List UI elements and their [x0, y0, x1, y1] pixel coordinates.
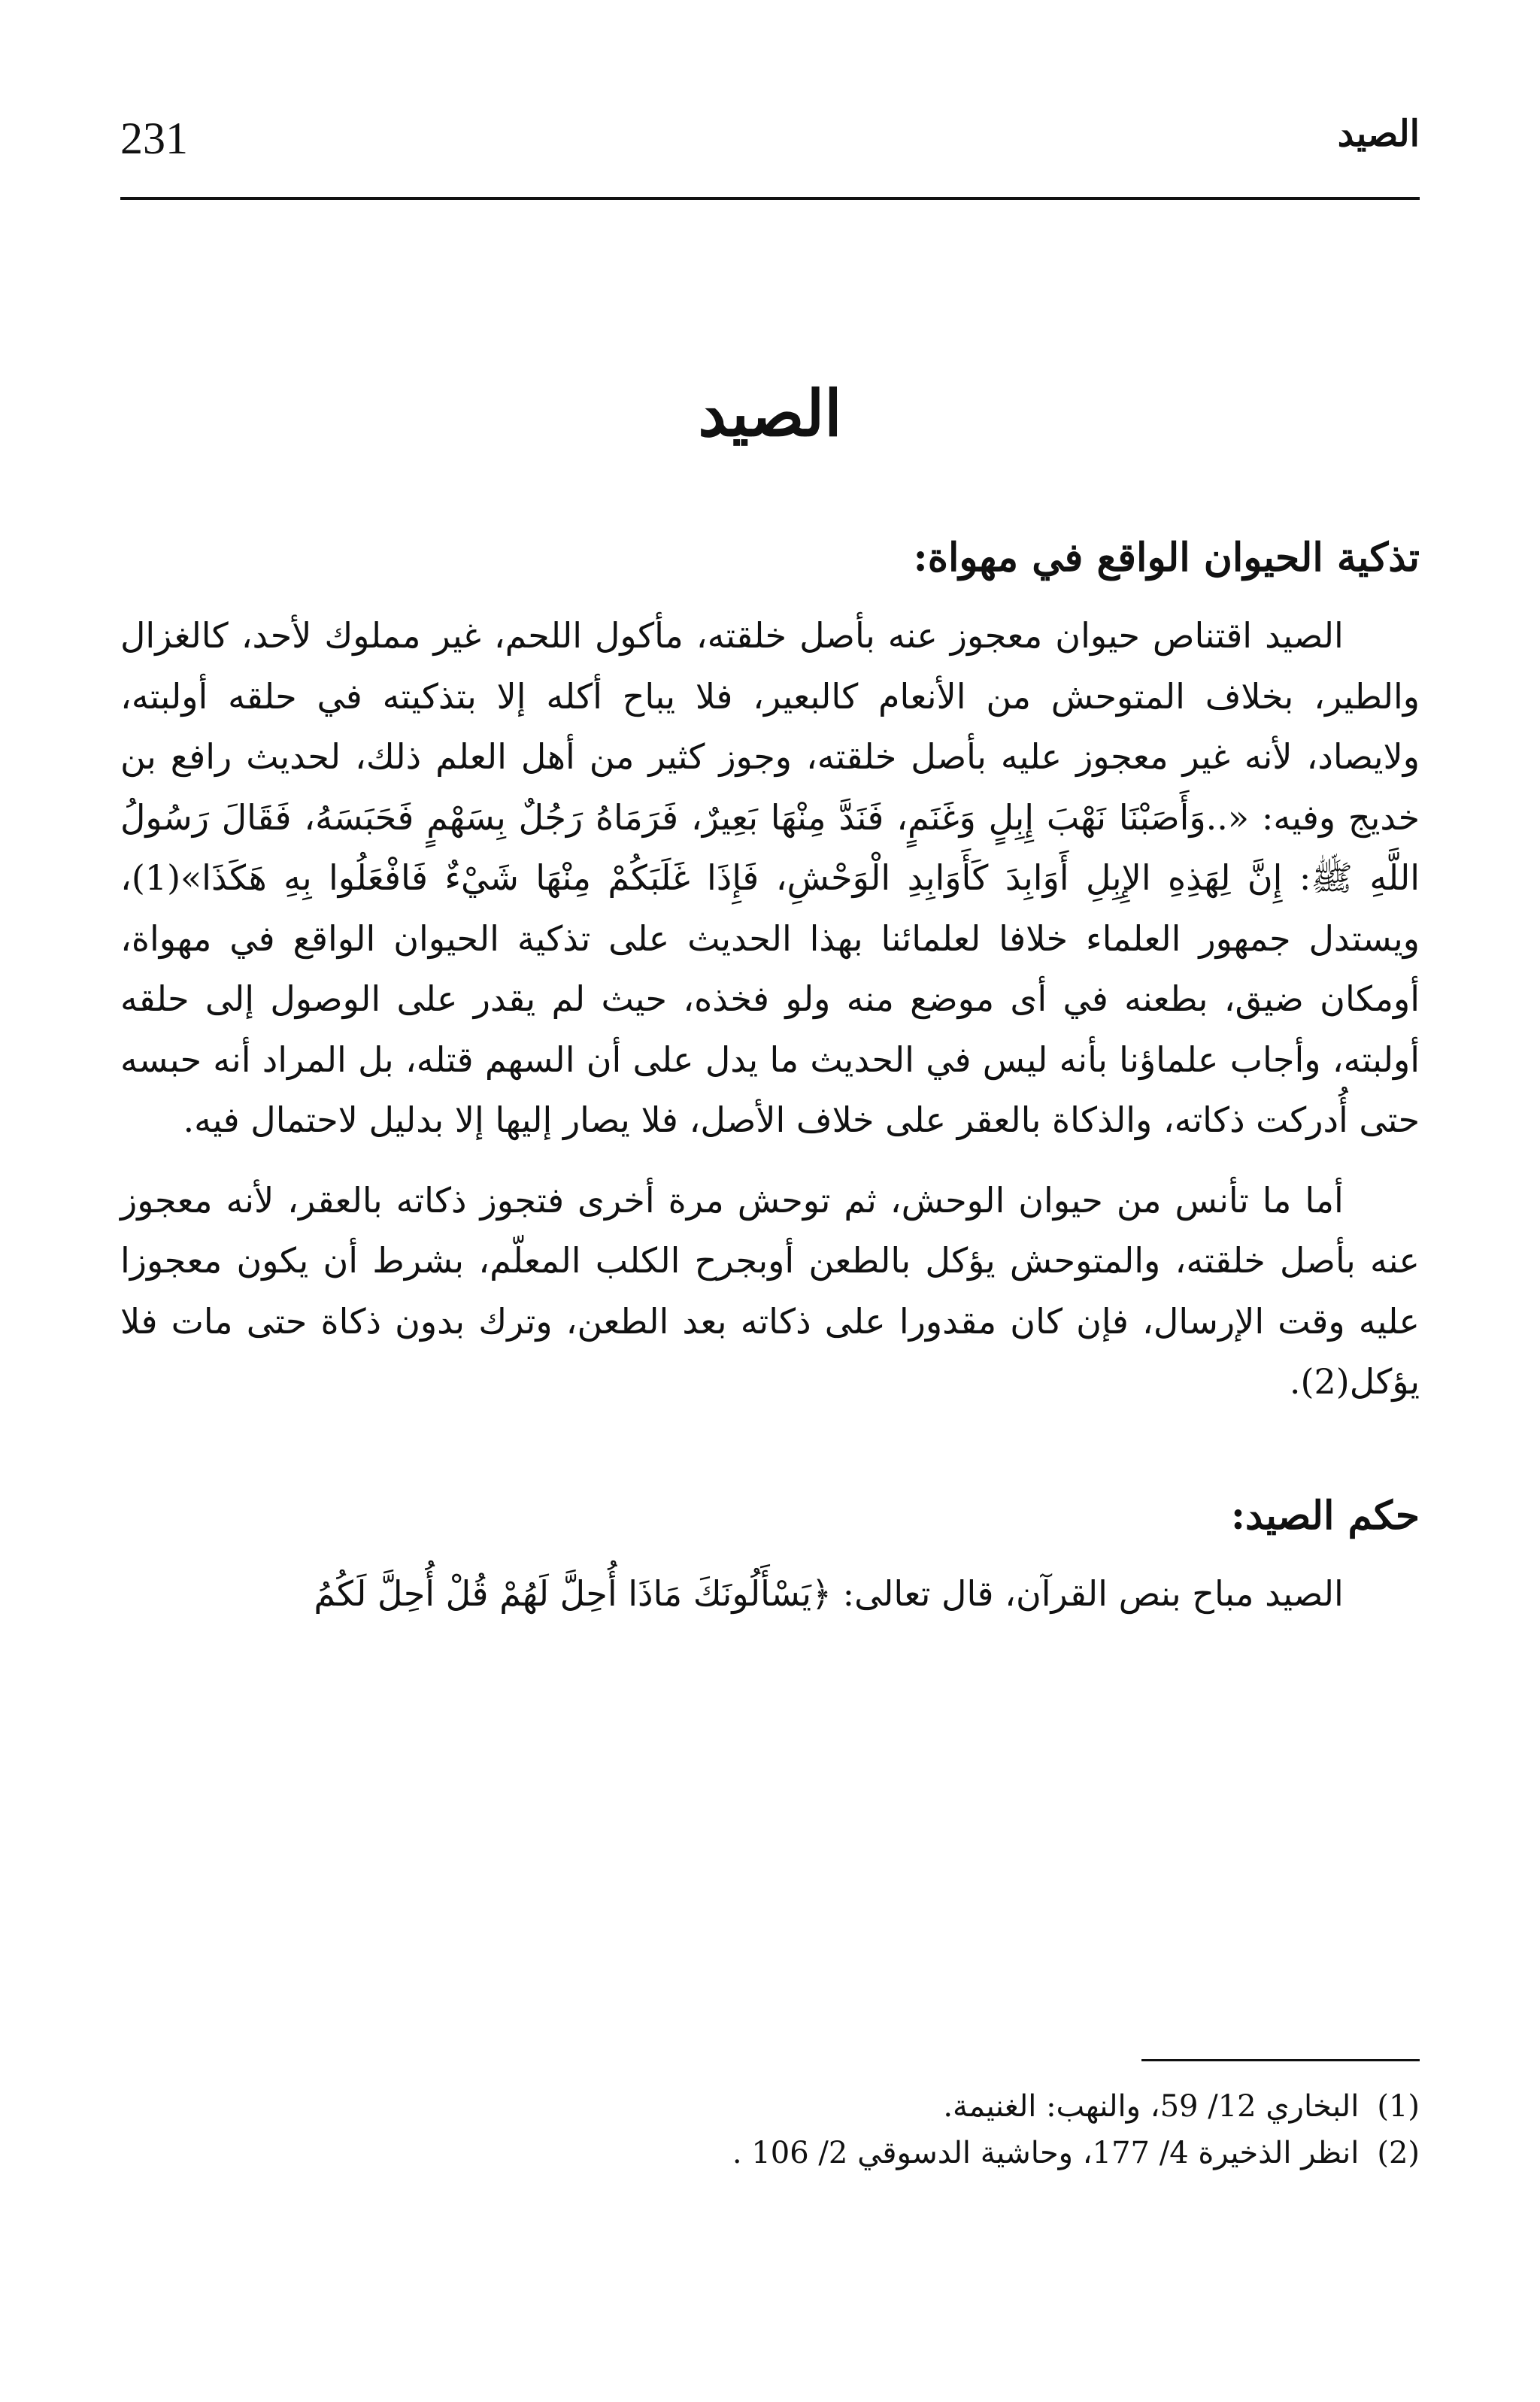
footnote-item	[120, 2083, 1420, 2130]
paragraph: أما ما تأنس من حيوان الوحش، ثم توحش مرة أخرى فتجوز ذكاته بالعقر، لأنه معجوز عنه بأصل خلقته، والمتوحش يؤكل بالطعن أوبجرح الكلب المعلّم، بشرط أن يكون معجوزا عليه وقت الإرسال، فإن كان مقدورا على ذكاته بعد الطعن، وترك بدون ذكاة حتى مات فلا يؤكل(2).	[120, 1179, 1420, 1403]
header-rule	[120, 197, 1420, 200]
footnote-text: البخاري 12/ 59، والنهب: الغنيمة.	[943, 2089, 1360, 2124]
paragraph: الصيد اقتناص حيوان معجوز عنه بأصل خلقته، مأكول اللحم، غير مملوك لأحد، كالغزال والطير، بخلاف المتوحش من الأنعام كالبعير، فلا يباح أكله إلا بتذكيته في حلقه أولبته، ولايصاد، لأنه غير معجوز عليه بأصل خلقته، وجوز كثير من أهل العلم ذلك، لحديث رافع بن خديج وفيه: «..وَأَصَبْنَا نَهْبَ إِبِلٍ وَغَنَمٍ، فَنَدَّ مِنْهَا بَعِيرٌ، فَرَمَاهُ رَجُلٌ بِسَهْمٍ فَحَبَسَهُ، فَقَالَ رَسُولُ اللَّهِ ﷺ: إِنَّ لِهَذِهِ الإِبِلِ أَوَابِدَ كَأَوَابِدِ الْوَحْشِ، فَإِذَا غَلَبَكُمْ مِنْهَا شَيْءٌ فَافْعَلُوا بِهِ هَكَذَا»(1)، ويستدل جمهور العلماء خلافا لعلمائنا بهذا الحديث على تذكية الحيوان الواقع في مهواة، أومكان ضيق، بطعنه في أى موضع منه ولو فخذه، حيث لم يقدر على الوصول إلى حلقه أولبته، وأجاب علماؤنا بأنه ليس في الحديث ما يدل على أن السهم قتله، بل المراد أنه حبسه حتى أُدركت ذكاته، والذكاة بالعقر على خلاف الأصل، فلا يصار إليها إلا بدليل لاحتمال فيه.	[120, 615, 1420, 1141]
chapter-title: الصيد	[698, 376, 842, 450]
footnote-number: (1)	[1377, 2089, 1420, 2124]
footnote-number: (2)	[1377, 2136, 1420, 2170]
section-heading: تذكية الحيوان الواقع في مهواة:	[913, 535, 1420, 581]
footnote-item	[120, 2130, 1420, 2176]
footnotes	[120, 2083, 1420, 2176]
main-text	[120, 526, 1420, 1643]
footnote-text: انظر الذخيرة 4/ 177، وحاشية الدسوقي 2/ 106 .	[732, 2136, 1360, 2170]
page-number: 231	[120, 114, 188, 163]
section-heading: حكم الصيد:	[1230, 1492, 1420, 1539]
section-gap	[120, 1432, 1420, 1485]
running-header	[120, 113, 1420, 180]
paragraph: الصيد مباح بنص القرآن، قال تعالى: ﴿يَسْأَلُونَكَ مَاذَا أُحِلَّ لَهُمْ قُلْ أُحِلَّ لَكُمُ	[314, 1573, 1344, 1614]
footnote-rule	[1141, 2059, 1420, 2061]
running-title: الصيد	[1337, 113, 1420, 155]
